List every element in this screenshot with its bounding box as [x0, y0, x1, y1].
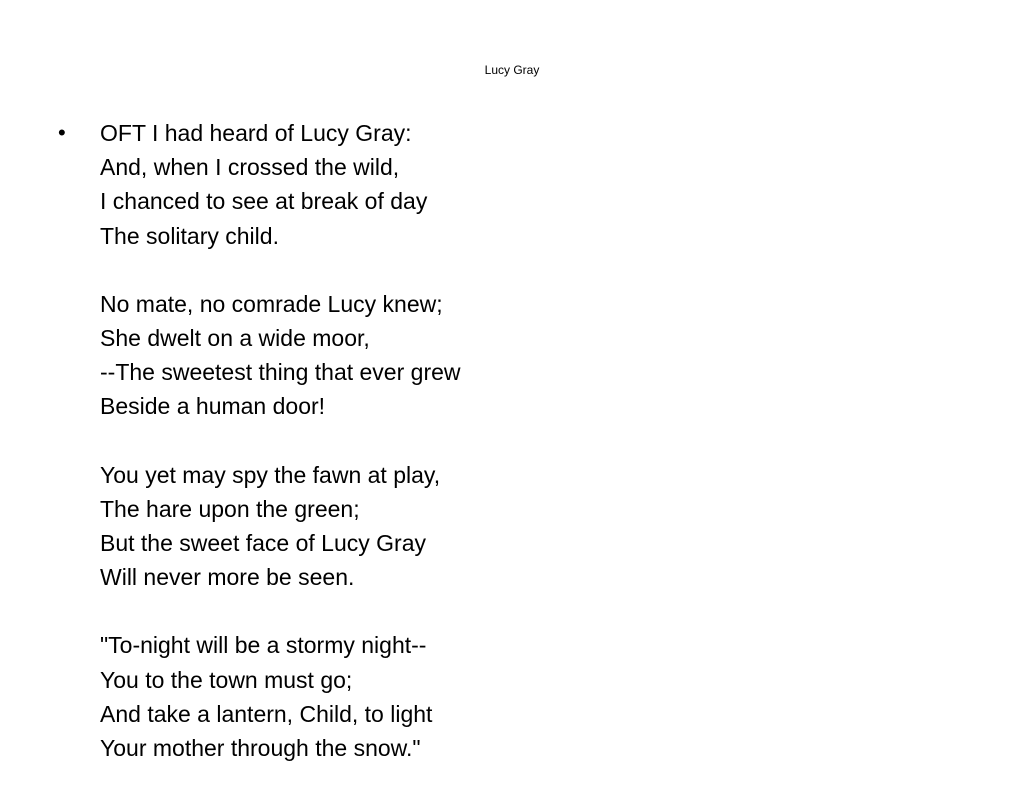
poem-line: Beside a human door!	[100, 393, 326, 420]
poem-line: --The sweetest thing that ever grew	[100, 359, 461, 386]
poem-line: "To-night will be a stormy night--	[100, 632, 427, 659]
poem-line: And, when I crossed the wild,	[100, 154, 400, 181]
stanza-2	[100, 287, 461, 424]
poem-line: The solitary child.	[100, 222, 279, 249]
poem-line: She dwelt on a wide moor,	[100, 325, 370, 352]
stanza-1	[100, 116, 461, 253]
poem-line: No mate, no comrade Lucy knew;	[100, 290, 443, 317]
poem-line: And take a lantern, Child, to light	[100, 700, 433, 727]
stanza-4	[100, 628, 461, 765]
bullet-point: •	[58, 120, 66, 145]
poem-line: The hare upon the green;	[100, 495, 360, 522]
poem-line: But the sweet face of Lucy Gray	[100, 530, 426, 557]
poem-line: Will never more be seen.	[100, 564, 355, 591]
poem-line: OFT I had heard of Lucy Gray:	[100, 120, 412, 146]
poem-line: You to the town must go;	[100, 666, 353, 693]
poem-line: I chanced to see at break of day	[100, 188, 428, 215]
poem-line: You yet may spy the fawn at play,	[100, 461, 441, 488]
slide-title: Lucy Gray	[484, 63, 540, 77]
poem-line: Your mother through the snow."	[100, 735, 421, 762]
poem-text	[100, 116, 461, 799]
stanza-3	[100, 458, 461, 595]
